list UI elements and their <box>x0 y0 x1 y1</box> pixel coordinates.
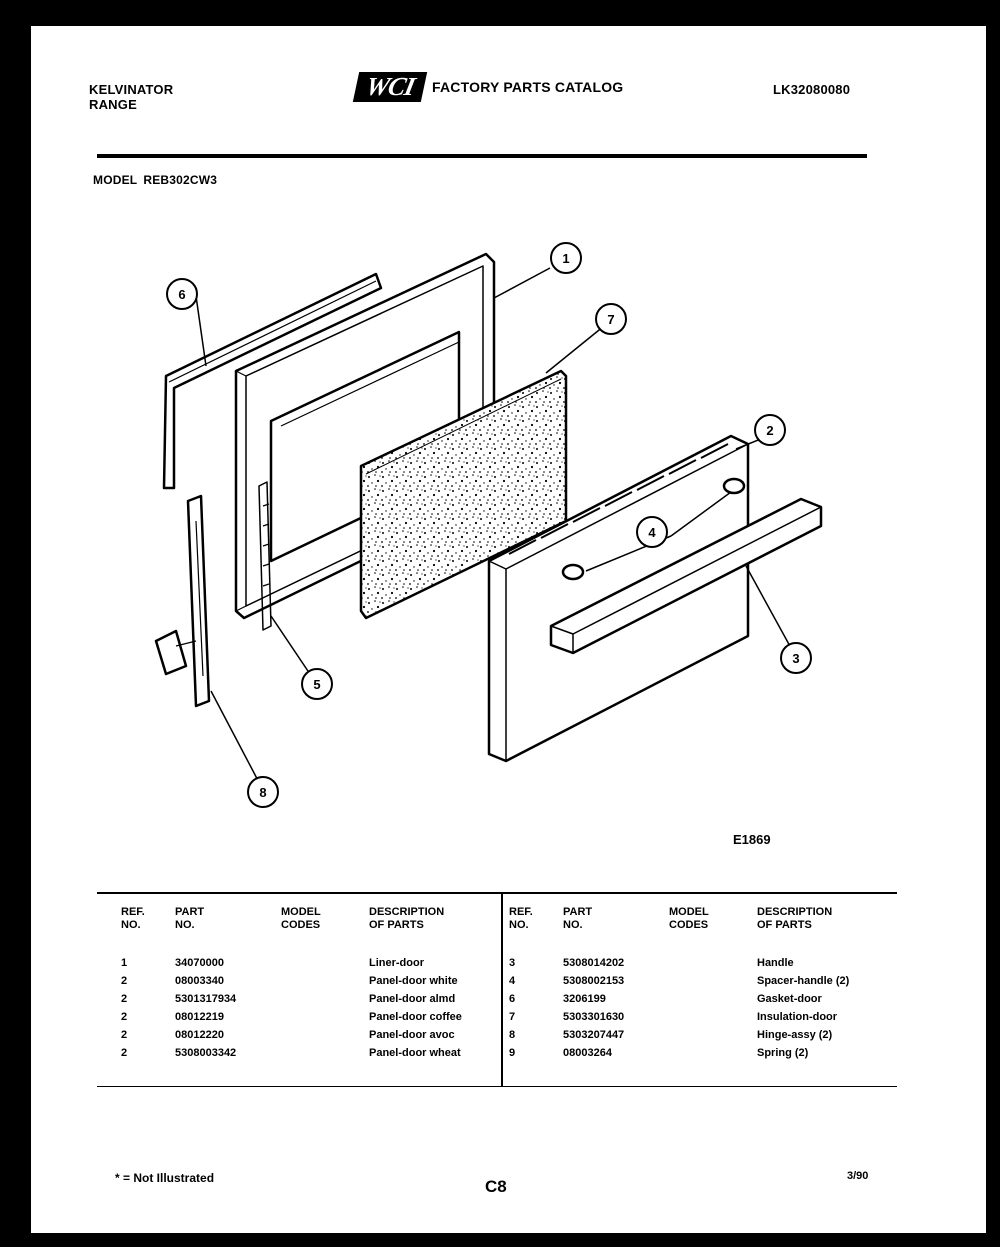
table-row: 2 08012219 Panel-door coffee <box>121 1011 462 1023</box>
table-row: 2 08003340 Panel-door white <box>121 975 458 987</box>
model-value: REB302CW3 <box>143 173 218 187</box>
model-label: MODEL <box>93 173 138 187</box>
callout-1 <box>551 243 581 273</box>
illustration-code: E1869 <box>733 832 771 847</box>
table-row: 1 34070000 Liner-door <box>121 957 424 969</box>
header-model-codes: MODEL CODES <box>281 906 321 931</box>
not-illustrated-note: * = Not Illustrated <box>115 1171 215 1185</box>
header-description: DESCRIPTION OF PARTS <box>369 906 445 931</box>
header-ref-no: REF. NO. <box>121 906 145 931</box>
svg-text:7: 7 <box>607 312 615 327</box>
header-description: DESCRIPTION OF PARTS <box>757 906 833 931</box>
wci-logo: WCI <box>353 72 427 102</box>
table-divider <box>501 894 503 1087</box>
callout-6 <box>167 279 197 309</box>
brand-name: KELVINATOR <box>89 82 174 97</box>
callout-8 <box>248 777 278 807</box>
hinge-part <box>156 496 209 706</box>
catalog-number: LK32080080 <box>773 82 851 97</box>
parts-table-right <box>509 906 883 1062</box>
table-bottom-rule <box>97 1086 897 1087</box>
table-row: 2 5308003342 Panel-door wheat <box>121 1047 461 1059</box>
revision-date: 3/90 <box>847 1170 869 1182</box>
callout-3 <box>781 643 811 673</box>
catalog-title: FACTORY PARTS CATALOG <box>432 78 624 95</box>
svg-text:1: 1 <box>562 251 570 266</box>
page-code: C8 <box>485 1177 507 1196</box>
table-row: 9 08003264 Spring (2) <box>509 1047 809 1059</box>
parts-table-left <box>121 906 495 1062</box>
svg-text:2: 2 <box>766 423 774 438</box>
callout-2 <box>755 415 785 445</box>
header-ref-no: REF. NO. <box>509 906 533 931</box>
callout-7 <box>596 304 626 334</box>
header-model-codes: MODEL CODES <box>669 906 709 931</box>
table-header-row <box>509 906 883 954</box>
callout-4 <box>637 517 667 547</box>
table-row: 3 5308014202 Handle <box>509 957 794 969</box>
product-type: RANGE <box>89 97 137 112</box>
table-row: 2 5301317934 Panel-door almd <box>121 993 456 1005</box>
table-row: 4 5308002153 Spacer-handle (2) <box>509 975 850 987</box>
header-part-no: PART NO. <box>175 906 205 931</box>
table-row: 8 5303207447 Hinge-assy (2) <box>509 1029 833 1041</box>
callout-5 <box>302 669 332 699</box>
gasket-door-part <box>164 274 381 488</box>
table-top-rule <box>97 892 897 894</box>
table-header-row <box>121 906 495 954</box>
header-part-no: PART NO. <box>563 906 593 931</box>
table-row: 6 3206199 Gasket-door <box>509 993 822 1005</box>
svg-text:3: 3 <box>792 651 800 666</box>
exploded-door-diagram <box>31 26 986 866</box>
svg-text:8: 8 <box>259 785 267 800</box>
table-row: 7 5303301630 Insulation-door <box>509 1011 838 1023</box>
svg-text:5: 5 <box>313 677 321 692</box>
table-row: 2 08012220 Panel-door avoc <box>121 1029 455 1041</box>
catalog-page <box>31 26 986 1233</box>
svg-text:4: 4 <box>648 525 656 540</box>
svg-text:6: 6 <box>178 287 186 302</box>
